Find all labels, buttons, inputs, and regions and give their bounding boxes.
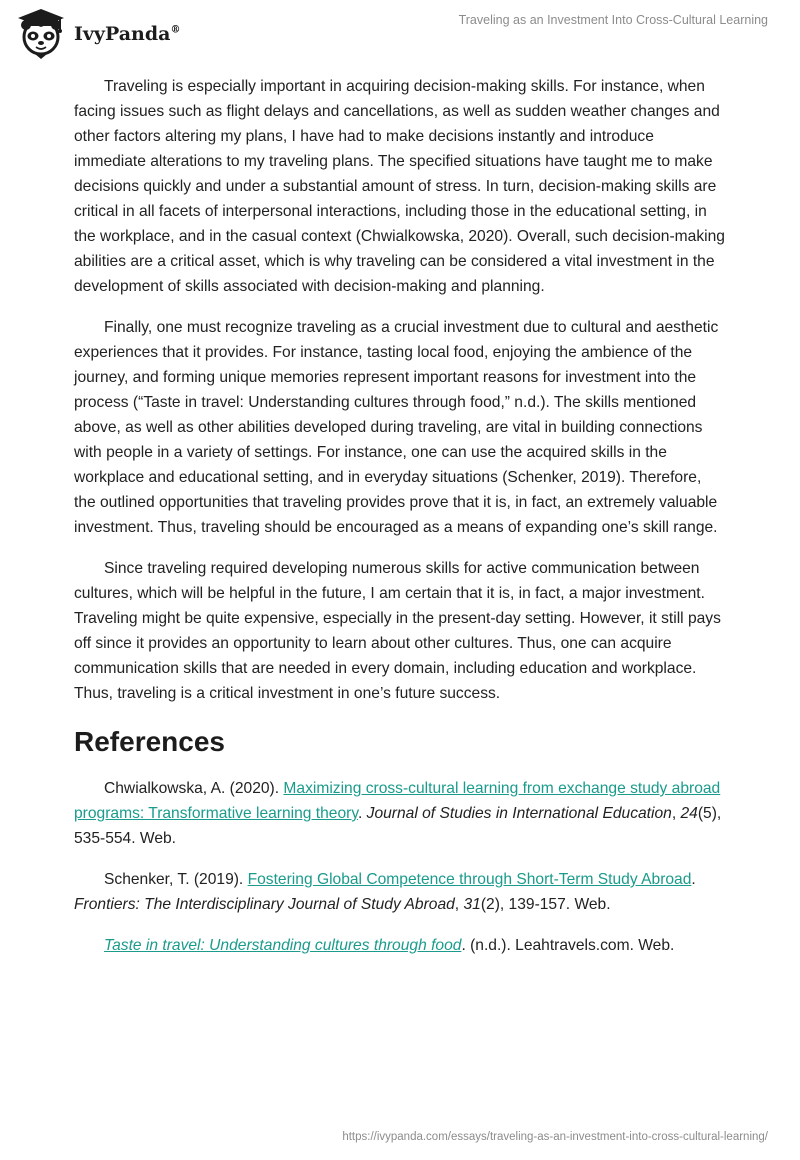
footer-url[interactable]: https://ivypanda.com/essays/traveling-as-an-investment-into-cross-cultural-learning/ [342, 1131, 768, 1143]
panda-graduation-cap-icon [14, 6, 68, 60]
essay-content [74, 74, 726, 974]
body-paragraph: Traveling is especially important in acquiring decision-making skills. For instance, when facing issues such as flight delays and cancellations, as well as sudden weather changes and other factors altering my plans, I have had to make decisions instantly and introduce immediate alterations to my traveling plans. The specified situations have taught me to make decisions quickly and under a substantial amount of stress. In turn, decision-making skills are critical in all facets of interpersonal interactions, including those in the educational setting, in the workplace, and in the casual context (Chwialkowska, 2020). Overall, such decision-making abilities are a critical asset, which is why traveling can be considered a vital investment in the development of skills associated with decision-making and planning. [74, 78, 725, 295]
page-header [0, 0, 800, 70]
reference-author: Schenker, T. (2019). [104, 871, 248, 888]
reference-volume: 24 [680, 805, 698, 822]
reference-entry: Chwialkowska, A. (2020). Maximizing cross-cultural learning from exchange study abroad programs: Transformative learning theory. Journal of Studies in International Education, 24(5), 535-554. Web. [74, 780, 722, 847]
body-paragraph: Finally, one must recognize traveling as a crucial investment due to cultural and aesthetic experiences that it provides. For instance, tasting local food, enjoying the ambience of the journey, and forming unique memories represent important reasons for investment into the process (“Taste in travel: Understanding cultures through food,” n.d.). The skills mentioned above, as well as other abilities developed during traveling, are vital in building connections with people in a variety of settings. For instance, one can use the acquired skills in the workplace and educational setting, and in everyday situations (Schenker, 2019). Therefore, the outlined opportunities that traveling provides prove that it is, in fact, an extremely valuable investment. Thus, traveling should be encouraged as a means of expanding one’s skill range. [74, 319, 719, 536]
reference-journal: Frontiers: The Interdisciplinary Journal of Study Abroad [74, 896, 455, 913]
reference-link[interactable]: Taste in travel: Understanding cultures through food [104, 937, 462, 954]
reference-entry: Taste in travel: Understanding cultures through food. (n.d.). Leahtravels.com. Web. [104, 937, 675, 954]
reference-volume: 31 [463, 896, 481, 913]
references-heading: References [74, 726, 225, 757]
reference-author: Chwialkowska, A. (2020). [104, 780, 284, 797]
brand-name: IvyPanda® [74, 23, 181, 45]
ivypanda-logo[interactable] [14, 6, 180, 60]
reference-link[interactable]: Fostering Global Competence through Short-Term Study Abroad [247, 871, 692, 888]
reference-link[interactable]: Maximizing cross-cultural learning from exchange study abroad programs: Transformative learning theory [74, 780, 721, 822]
reference-journal: Journal of Studies in International Education [366, 805, 672, 822]
reference-entry: Schenker, T. (2019). Fostering Global Competence through Short-Term Study Abroad. Frontiers: The Interdisciplinary Journal of Study Abroad, 31(2), 139-157. Web. [74, 871, 696, 913]
document-title: Traveling as an Investment Into Cross-Cultural Learning [458, 13, 768, 27]
body-paragraph: Since traveling required developing numerous skills for active communication between cultures, which will be helpful in the future, I am certain that it is, in fact, a major investment. Traveling might be quite expensive, especially in the present-day setting. However, it still pays off since it provides an opportunity to learn about other cultures. Thus, one can acquire communication skills that are needed in every domain, including education and workplace. Thus, traveling is a critical investment in one’s future success. [74, 560, 721, 702]
